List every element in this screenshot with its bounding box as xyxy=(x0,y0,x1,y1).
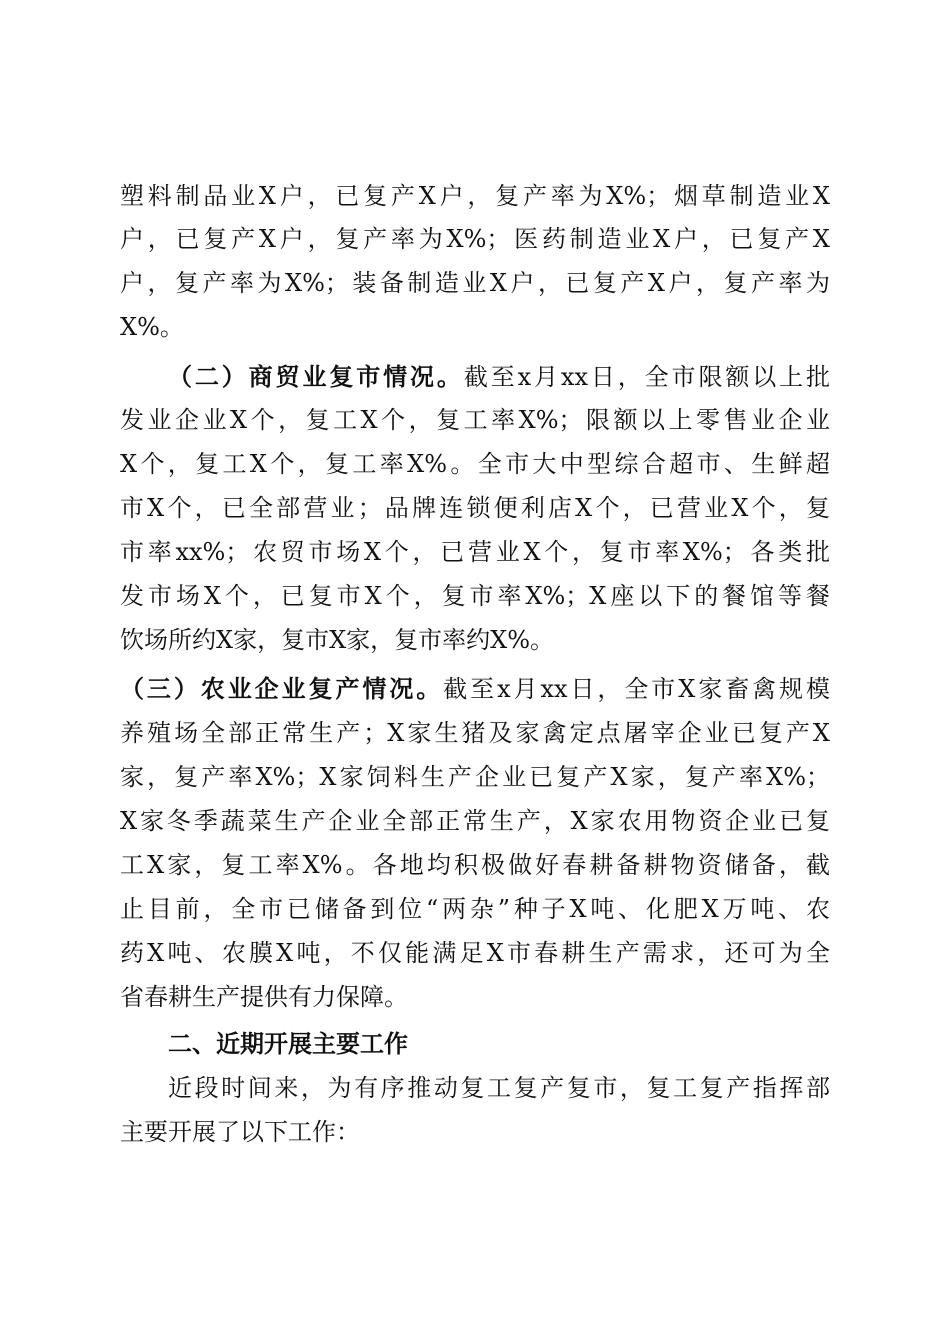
text-run: 截至x月xx日，全市X家畜禽规模 xyxy=(443,675,830,703)
text-line: 发业企业X个，复工X个，复工率X%；限额以上零售业企业 xyxy=(120,406,830,434)
text-line: X个，复工X个，复工率X%。全市大中型综合超市、生鲜超 xyxy=(120,450,830,478)
subsection-heading-agriculture: （三）农业企业复产情况。 xyxy=(120,675,444,703)
text-line: 省春耕生产提供有力保障。 xyxy=(120,983,408,1011)
text-line: 工X家，复工率X%。各地均积极做好春耕备耕物资储备，截 xyxy=(120,851,830,879)
text-line: 药X吨、农膜X吨，不仅能满足X市春耕生产需求，还可为全 xyxy=(120,939,830,967)
text-line: 主要开展了以下工作： xyxy=(120,1118,360,1146)
text-line: 家，复产率X%；X家饲料生产企业已复产X家，复产率X%； xyxy=(120,763,830,791)
text-run: 截至x月xx日，全市限额以上批 xyxy=(463,363,830,391)
text-line: 塑料制品业X户，已复产X户，复产率为X%；烟草制造业X xyxy=(120,182,830,210)
text-line: 发市场X个，已复市X个，复市率X%；X座以下的餐馆等餐 xyxy=(120,582,830,610)
subsection-heading-commerce: （二）商贸业复市情况。 xyxy=(168,363,464,391)
text-line: 市率xx%；农贸市场X个，已营业X个，复市率X%；各类批 xyxy=(120,538,830,566)
text-line: 户，已复产X户，复产率为X%；医药制造业X户，已复产X xyxy=(120,225,830,253)
text-line: 近段时间来，为有序推动复工复产复市，复工复产指挥部 xyxy=(168,1074,830,1102)
section-heading: 二、近期开展主要工作 xyxy=(168,1030,408,1058)
text-line: 市X个，已全部营业；品牌连锁便利店X个，已营业X个，复 xyxy=(120,494,830,522)
text-line: 饮场所约X家，复市X家，复市率约X%。 xyxy=(120,626,555,654)
text-line: 户，复产率为X%；装备制造业X户，已复产X户，复产率为 xyxy=(120,269,830,297)
text-line: X家冬季蔬菜生产企业全部正常生产，X家农用物资企业已复 xyxy=(120,807,830,835)
text-line: 养殖场全部正常生产；X家生猪及家禽定点屠宰企业已复产X xyxy=(120,719,830,747)
text-line: X%。 xyxy=(120,313,184,341)
paragraph-first-line xyxy=(120,665,830,713)
paragraph-first-line xyxy=(168,353,830,401)
text-line: 止目前，全市已储备到位“两杂”种子X吨、化肥X万吨、农 xyxy=(120,895,830,923)
